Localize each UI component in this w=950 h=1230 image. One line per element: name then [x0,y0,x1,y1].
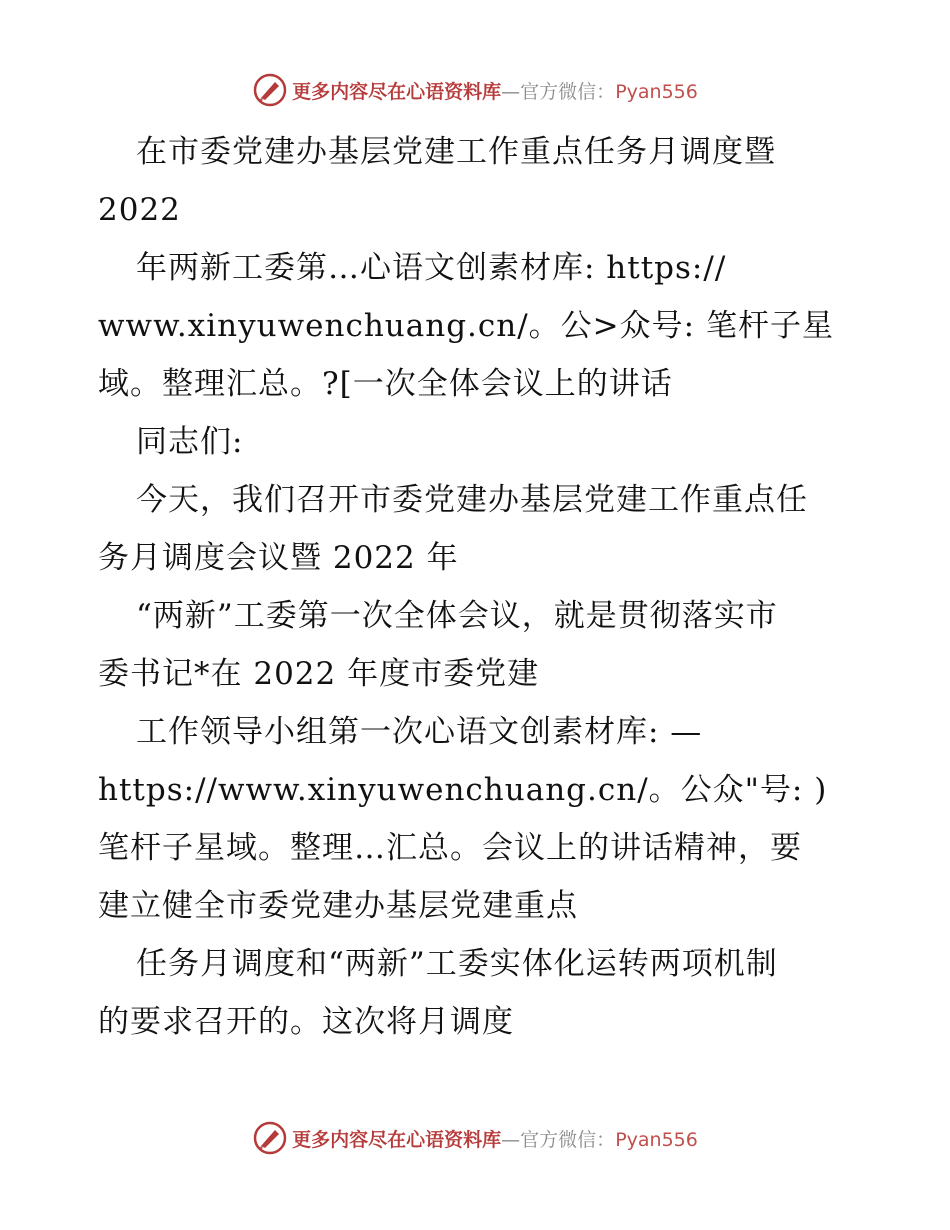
document-line: 年两新工委第…心语文创素材库: https:// [136,250,727,286]
document-line: www.xinyuwenchuang.cn/。公>众号: 笔杆子星 [98,308,834,344]
footer-promo-text: 更多内容尽在心语资料库 [292,1128,502,1151]
footer-separator: — [501,1128,521,1151]
document-line: 建立健全市委党建办基层党建重点 [98,888,578,924]
document-body [98,123,878,1051]
document-line: 在市委党建办基层党建工作重点任务月调度暨 [136,134,776,170]
header-banner [0,70,950,110]
footer-wechat-id: Pyan556 [615,1128,698,1151]
pen-logo-icon [252,1120,288,1156]
document-line: https://www.xinyuwenchuang.cn/。公众"号: ) [98,772,828,808]
header-promo-text: 更多内容尽在心语资料库 [292,80,502,103]
document-line: 工作领导小组第一次心语文创素材库: — [136,714,703,750]
pen-logo-icon [252,72,288,108]
header-wechat-label: 官方微信： [520,80,616,103]
document-line: 任务月调度和“两新”工委实体化运转两项机制 [136,946,778,982]
document-line: 的要求召开的。这次将月调度 [98,1004,514,1040]
document-line: 务月调度会议暨 2022 年 [98,540,459,576]
document-line: 委书记*在 2022 年度市委党建 [98,656,540,692]
document-line: 同志们: [136,424,244,460]
document-line: 今天，我们召开市委党建办基层党建工作重点任 [136,482,808,518]
document-line: “两新”工委第一次全体会议，就是贯彻落实市 [136,598,778,634]
header-wechat-id: Pyan556 [615,80,698,103]
document-line: 笔杆子星域。整理…汇总。会议上的讲话精神，要 [98,830,802,866]
footer-wechat-label: 官方微信： [520,1128,616,1151]
document-line: 域。整理汇总。?[一次全体会议上的讲话 [98,366,673,402]
footer-banner-text [292,1125,698,1152]
header-banner-text [292,77,698,104]
header-separator: — [501,80,521,103]
footer-banner [0,1118,950,1158]
document-line: 2022 [98,192,181,228]
